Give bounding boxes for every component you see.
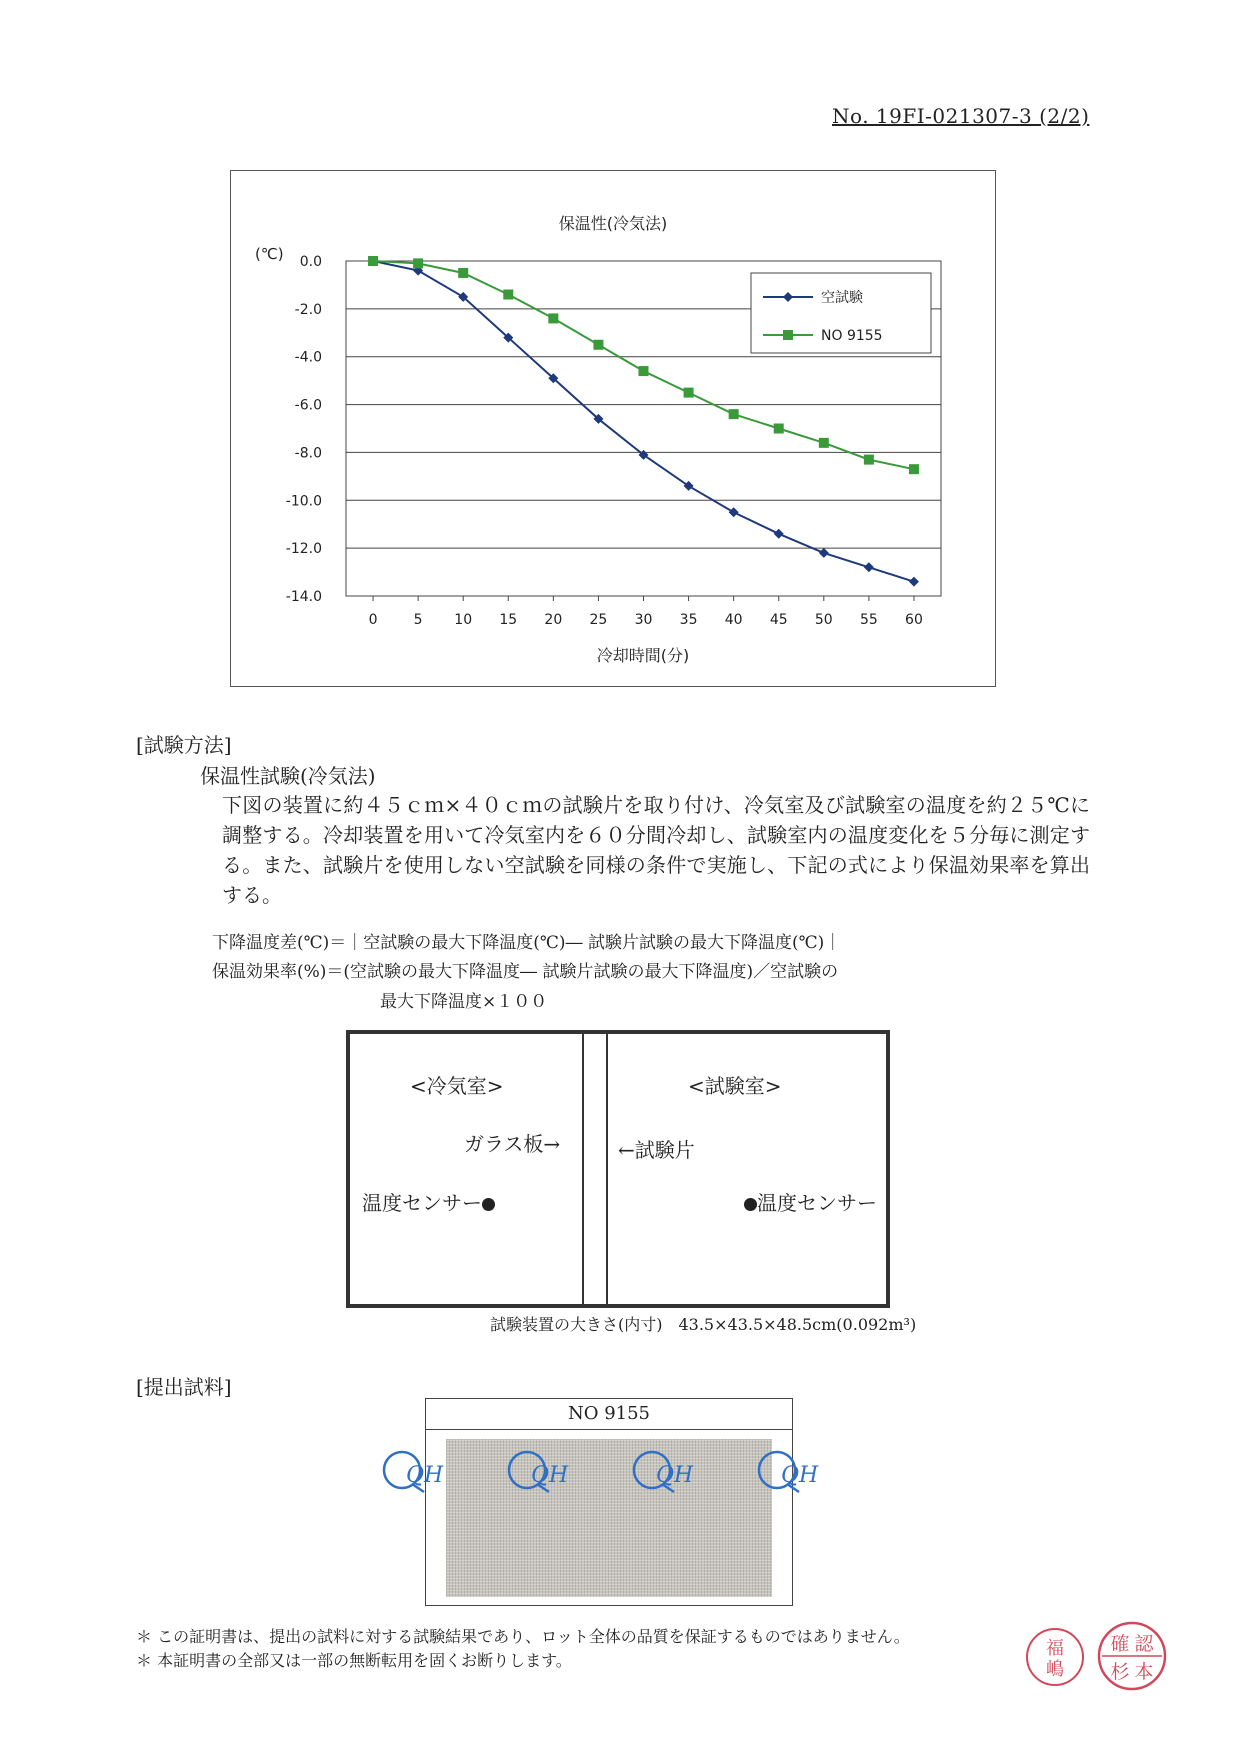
chart [231, 171, 995, 686]
sample-box [425, 1398, 793, 1606]
svg-text:本: 本 [1134, 1661, 1154, 1683]
x-tick-label: 55 [859, 612, 878, 628]
x-tick-label: 35 [679, 612, 698, 628]
sample-section-title: [提出試料] [136, 1375, 232, 1399]
specimen-label: ←試験片 [618, 1138, 695, 1162]
svg-text:福: 福 [1046, 1638, 1064, 1659]
y-tick-label: -6.0 [294, 397, 322, 414]
x-tick-label: 50 [814, 612, 833, 628]
approval-stamp-icon [1096, 1620, 1168, 1692]
data-point [503, 290, 513, 300]
sensor-left [362, 1187, 495, 1216]
x-tick-label: 0 [368, 612, 378, 628]
method-description: 下図の装置に約４５ｃｍ×４０ｃｍの試験片を取り付け、冷気室及び試験室の温度を約２５℃に調整する。冷却装置を用いて冷気室内を６０分間冷却し、試験室内の温度変化を５分毎に測定する。また、試験片を使用しない空試験を同様の条件で実施し、下記の式により保温効果率を算出する。 [222, 793, 1090, 907]
glass-plate-line [582, 1034, 584, 1304]
svg-text:認: 認 [1134, 1633, 1154, 1655]
y-axis-label: (℃) [255, 245, 284, 263]
qh-logo-text: QH [406, 1463, 444, 1488]
data-point [774, 529, 784, 539]
x-tick-label: 5 [413, 612, 423, 628]
data-point [639, 366, 649, 376]
sensor-right-label: 温度センサー [757, 1191, 877, 1215]
formula-efficiency-line-2: 最大下降温度×１００ [380, 992, 548, 1012]
x-tick-label: 30 [634, 612, 653, 628]
qh-logo-text: QH [531, 1463, 569, 1488]
sensor-dot-icon [482, 1198, 495, 1211]
fabric-swatch [446, 1439, 772, 1597]
qh-logo-icon [380, 1448, 450, 1498]
y-tick-label: -14.0 [285, 589, 322, 605]
document-number: No. 19FI-021307-3 (2/2) [832, 104, 1090, 128]
formula-efficiency-line-1: 保温効果率(%)＝(空試験の最大下降温度― 試験片試験の最大下降温度)／空試験の [212, 962, 839, 982]
data-point [684, 388, 694, 398]
sensor-dot-icon [744, 1198, 757, 1211]
note-line-2: ＊ 本証明書の全部又は一部の無断転用を固くお断りします。 [136, 1651, 572, 1670]
chart-frame [230, 170, 996, 687]
data-point [368, 256, 378, 266]
x-tick-label: 40 [724, 612, 743, 628]
y-tick-label: -10.0 [285, 493, 322, 510]
svg-text:杉: 杉 [1110, 1661, 1130, 1683]
qh-logo-text: QH [656, 1463, 694, 1488]
svg-text:確: 確 [1110, 1633, 1130, 1655]
y-tick-label: -2.0 [294, 301, 322, 318]
method-test-name: 保温性試験(冷気法) [200, 764, 376, 788]
data-point [548, 313, 558, 323]
data-point [413, 258, 423, 268]
data-point [729, 507, 739, 517]
sample-label: NO 9155 [426, 1399, 792, 1430]
qh-logo-icon [505, 1448, 575, 1498]
y-tick-label: 0.0 [299, 254, 322, 270]
apparatus-size-caption: 試験装置の大きさ(内寸) 43.5×43.5×48.5cm(0.092m³) [490, 1315, 917, 1334]
x-tick-label: 45 [769, 612, 788, 628]
data-point [458, 268, 468, 278]
data-point [819, 438, 829, 448]
note-line-1: ＊ この証明書は、提出の試料に対する試験結果であり、ロット全体の品質を保証するものではありません。 [136, 1627, 910, 1646]
data-point [819, 548, 829, 558]
glass-plate-label: ガラス板→ [464, 1132, 561, 1156]
x-axis-label: 冷却時間(分) [596, 646, 690, 665]
chart-title: 保温性(冷気法) [558, 214, 668, 233]
svg-text:嶋: 嶋 [1046, 1659, 1064, 1680]
legend-marker [783, 330, 793, 340]
data-point [864, 562, 874, 572]
legend-label: 空試験 [821, 290, 863, 306]
data-point [909, 577, 919, 587]
seal-stamp-icon [1024, 1626, 1086, 1688]
sensor-left-label: 温度センサー [362, 1191, 482, 1215]
data-point [593, 340, 603, 350]
formula-temperature-difference: 下降温度差(℃)＝｜空試験の最大下降温度(℃)― 試験片試験の最大下降温度(℃)｜ [212, 933, 842, 953]
y-tick-label: -12.0 [285, 541, 322, 558]
method-section-title: [試験方法] [136, 733, 232, 757]
y-tick-label: -8.0 [294, 445, 322, 462]
specimen-line [606, 1034, 608, 1304]
data-point [729, 409, 739, 419]
qh-logo-icon [755, 1448, 825, 1498]
x-tick-label: 25 [589, 612, 608, 628]
qh-logo-icon [630, 1448, 700, 1498]
apparatus-diagram [346, 1030, 890, 1308]
data-point [774, 424, 784, 434]
test-room-label: <試験室> [688, 1074, 782, 1098]
qh-logo-text: QH [781, 1463, 819, 1488]
data-point [864, 455, 874, 465]
data-point [909, 464, 919, 474]
sensor-right [744, 1187, 877, 1216]
legend-label: NO 9155 [821, 328, 883, 344]
y-tick-label: -4.0 [294, 349, 322, 366]
x-tick-label: 20 [544, 612, 563, 628]
x-tick-label: 60 [905, 612, 923, 628]
x-tick-label: 15 [499, 612, 518, 628]
cold-room-label: <冷気室> [410, 1074, 504, 1098]
x-tick-label: 10 [454, 612, 473, 628]
